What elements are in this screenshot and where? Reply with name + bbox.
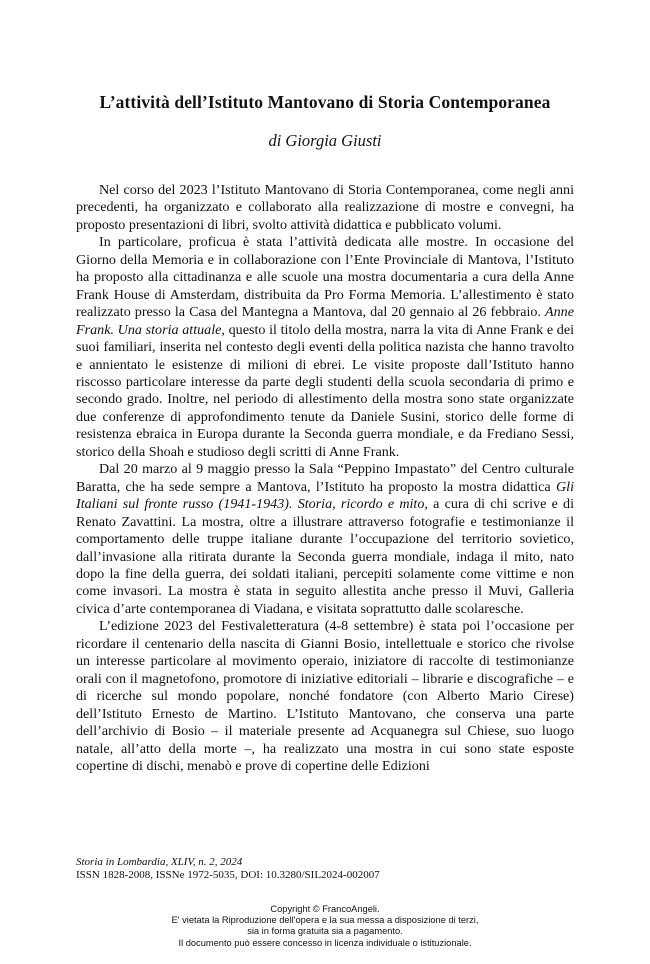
body-paragraph bbox=[76, 461, 574, 618]
issn-doi: ISSN 1828-2008, ISSNe 1972-5035, DOI: 10.3280/SIL2024-002007 bbox=[76, 869, 380, 881]
article-body bbox=[76, 182, 574, 775]
paragraph-text: Dal 20 marzo al 9 maggio presso la Sala “Peppino Impastato” del Centro culturale Baratta, che ha sede sempre a Mantova, l’Istituto ha proposto la mostra didattica bbox=[76, 461, 574, 495]
body-paragraph bbox=[76, 618, 574, 775]
paragraph-text: , a cura di chi scrive e di Renato Zavattini. La mostra, oltre a illustrare attraverso fotografie e testimonianze il comportamento delle truppe italiane durante l’occupazione del territorio sovietico, dall’invasione alla ritirata durante la Seconda guerra mondiale, indaga il mito, nato dopo la fine della guerra, dei soldati italiani, percepiti solamente come vittime e non come invasori. La mostra è stata in seguito allestita anche presso il Muvi, Galleria civica d’arte contemporanea di Viadana, e visitata soprattutto dalle scolaresche. bbox=[76, 496, 574, 617]
paragraph-text: In particolare, proficua è stata l’attività dedicata alle mostre. In occasione del Giorno della Memoria e in collaborazione con l’Ente Provinciale di Mantova, l’Istituto ha proposto alla cittadinanza e alle scuole una mostra documentaria a cura della Anne Frank House di Amsterdam, distribuita da Pro Forma Memoria. L’allestimento è stato realizzato presso la Casa del Mantegna a Mantova, dal 20 gennaio al 26 febbraio. bbox=[76, 234, 574, 321]
paragraph-text: Nel corso del 2023 l’Istituto Mantovano di Storia Contemporanea, come negli anni precedenti, ha organizzato e collaborato alla realizzazione di mostre e convegni, ha proposto presentazioni di libri, svolto attività didattica e pubblicato volumi. bbox=[76, 182, 574, 233]
copyright-notice bbox=[0, 904, 650, 949]
body-paragraph bbox=[76, 234, 574, 461]
copyright-line: Copyright © FrancoAngeli. bbox=[270, 904, 380, 914]
paragraph-text: , questo il titolo della mostra, narra la vita di Anne Frank e dei suoi familiari, inserita nel contesto degli eventi della politica nazista che hanno travolto e annientato le esistenze di milioni di ebrei. Le visite proposte dall’Istituto hanno riscosso particolare interesse da parte degli studenti della scuola secondaria di primo e secondo grado. Inoltre, nel periodo di allestimento della mostra sono state organizzate due conferenze di approfondimento tenute da Daniele Susini, storico delle forme di resistenza ebraica in Europa durante la Seconda guerra mondiale, e da Frediano Sessi, storico della Shoah e studioso degli scritti di Anne Frank. bbox=[76, 321, 574, 460]
italic-title-text: Gli Italiani sul fronte russo (1941-1943). Storia, ricordo e mito bbox=[76, 478, 574, 513]
italic-title-text: Anne Frank. Una storia attuale bbox=[76, 304, 574, 338]
copyright-line: Il documento può essere concesso in licenza individuale o istituzionale. bbox=[178, 937, 472, 948]
page-footer bbox=[76, 856, 380, 882]
copyright-line: E' vietata la Riproduzione dell'opera e la sua messa a disposizione di terzi, bbox=[171, 915, 479, 926]
article-title: L’attività dell’Istituto Mantovano di Storia Contemporanea bbox=[99, 92, 551, 112]
journal-citation: Storia in Lombardia, XLIV, n. 2, 2024 bbox=[76, 856, 243, 868]
paragraph-text: L’edizione 2023 del Festivaletteratura (4-8 settembre) è stata poi l’occasione per ricordare il centenario della nascita di Gianni Bosio, intellettuale e storico che rivolse un interesse particolare al movimento operaio, iniziatore di raccolte di testimonianze orali con il magnetofono, promotore di iniziative editoriali – librarie e discografiche – e di ricerche sul mondo popolare, nonché fondatore (con Alberto Mario Cirese) dell’Istituto Ernesto de Martino. L’Istituto Mantovano, che conserva una parte dell’archivio di Bosio – il materiale presente ad Acquanegra sul Chiese, suo luogo natale, all’atto della morte –, ha realizzato una mostra in cui sono state esposte copertine di dischi, menabò e prove di copertine delle Edizioni bbox=[76, 618, 574, 774]
copyright-line: sia in forma gratuita sia a pagamento. bbox=[247, 926, 403, 937]
article-author: di Giorgia Giusti bbox=[268, 131, 382, 150]
body-paragraph bbox=[76, 182, 574, 234]
